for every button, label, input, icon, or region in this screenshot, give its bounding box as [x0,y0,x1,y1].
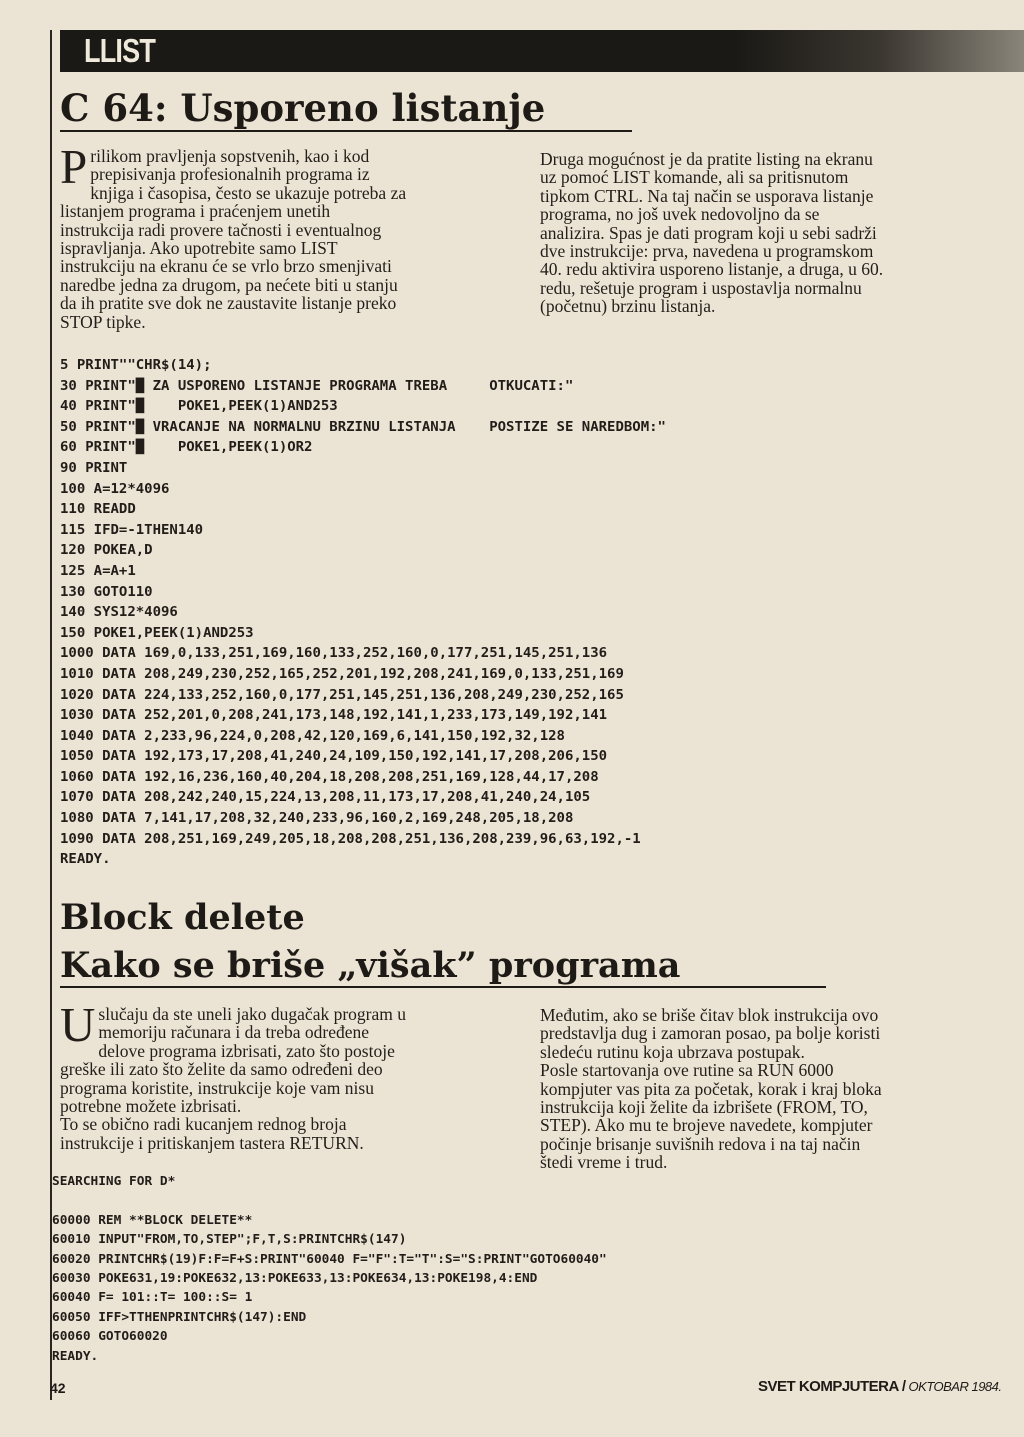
issue-date: OKTOBAR 1984. [908,1379,1002,1394]
section-tag: LLIST [84,32,156,69]
magazine-name: SVET KOMPJUTERA [758,1378,899,1395]
section-banner [60,30,1024,72]
article2-column-left [60,997,522,1153]
article1-title-underline [60,130,632,132]
footer-separator: / [901,1378,906,1395]
article1-dropcap: P [60,139,88,194]
article2-column-right: Međutim, ako se briše čitav blok instrukcija ovo predstavlja dug i zamoran posao, pa bolje koristi sledeću rutinu koja ubrzava postupak. Posle startovanja ove rutine sa RUN 6000 kompjuter vas pita za početak, korak i kraj bloka instrukcija koji želite da izbrišete (FROM, TO, STEP). Ako mu te brojeve navedete, kompjuter počinje brisanje suvišnih redova i na taj način štedi vreme i trud. [540,1005,882,1173]
article1-column-left-text: rilikom pravljenja sopstvenih, kao i kod prepisivanja profesionalnih programa iz knjiga i časopisa, često se ukazuje potreba za listanjem programa i praćenjem unetih instrukcija radi provere tačnosti i eventualnog ispravljanja. Ako upotrebite samo LIST instrukciju na ekranu će se vrlo brzo smenjivati naredbe jedna za drugom, pa nećete biti u stanju da ih pratite sve dok ne zaustavite listanje preko STOP tipke. [60,146,407,332]
magazine-footer [758,1378,1002,1395]
article2-subtitle: Kako se briše „višak” programa [60,945,681,986]
article1-column-left [60,139,522,332]
article2-basic-listing: SEARCHING FOR D* 60000 REM **BLOCK DELETE** 60010 INPUT"FROM,TO,STEP";F,T,S:PRINTCHR$(147) 60020 PRINTCHR$(19)F:F=F+S:PRINT"60040 F="F":T="T":S="S:PRINT"GOTO60040" 60030 POKE631,19:POKE632,13:POKE633,13:POKE634,13:POKE198,4:END 60040 F= 101::T= 100::S= 1 60050 IFF>TTHENPRINTCHR$(147):END 60060 GOTO60020 READY. [52,1174,607,1364]
page-number: 42 [50,1380,66,1396]
article1-basic-listing: 5 PRINT""CHR$(14); 30 PRINT"█ ZA USPORENO LISTANJE PROGRAMA TREBA OTKUCATI:" 40 PRINT"█ POKE1,PEEK(1)AND253 50 PRINT"█ VRACANJE NA NORMALNU BRZINU LISTANJA POSTIZE SE NAREDBOM:" 60 PRINT"█ POKE1,PEEK(1)OR2 90 PRINT 100 A=12*4096 110 READD 115 IFD=-1THEN140 120 POKEA,D 125 A=A+1 130 GOTO110 140 SYS12*4096 150 POKE1,PEEK(1)AND253 1000 DATA 169,0,133,251,169,160,133,252,160,0,177,251,145,251,136 1010 DATA 208,249,230,252,165,252,201,192,208,241,169,0,133,251,169 1020 DATA 224,133,252,160,0,177,251,145,251,136,208,249,230,252,165 1030 DATA 252,201,0,208,241,173,148,192,141,1,233,173,149,192,141 1040 DATA 2,233,96,224,0,208,42,120,169,6,141,150,192,32,128 1050 DATA 192,173,17,208,41,240,24,109,150,192,141,17,208,206,150 1060 DATA 192,16,236,160,40,204,18,208,208,251,169,128,44,17,208 1070 DATA 208,242,240,15,224,13,208,11,173,17,208,41,240,24,105 1080 DATA 7,141,17,208,32,240,233,96,160,2,169,248,205,18,208 1090 DATA 208,251,169,249,205,18,208,208,251,136,208,239,96,63,192,-1 READY. [60,358,666,868]
article2-title-underline [60,986,826,988]
article2-title: Block delete [60,897,305,938]
article2-dropcap: U [60,997,96,1052]
article1-column-right: Druga mogućnost je da pratite listing na ekranu uz pomoć LIST komande, ali sa pritisnutom tipkom CTRL. Na taj način se usporava listanje programa, no još uvek nedovoljno da se analizira. Spas je dati program koji u sebi sadrži dve instrukcije: prva, navedena u programskom 40. redu aktivira usporeno listanje, a druga, u 60. redu, rešetuje program i uspostavlja normalnu (početnu) brzinu listanja. [540,149,884,317]
article2-column-left-text: slučaju da ste uneli jako dugačak program u memoriju računara i da treba određene delove programa izbrisati, zato što postoje greške ili zato što želite da samo određeni deo programa koristite, instrukcije koje vam nisu potrebne možete izbrisati. To se obično radi kucanjem rednog broja instrukcije i pritiskanjem tastera RETURN. [60,1004,406,1153]
article1-title: C 64: Usporeno listanje [60,86,546,130]
